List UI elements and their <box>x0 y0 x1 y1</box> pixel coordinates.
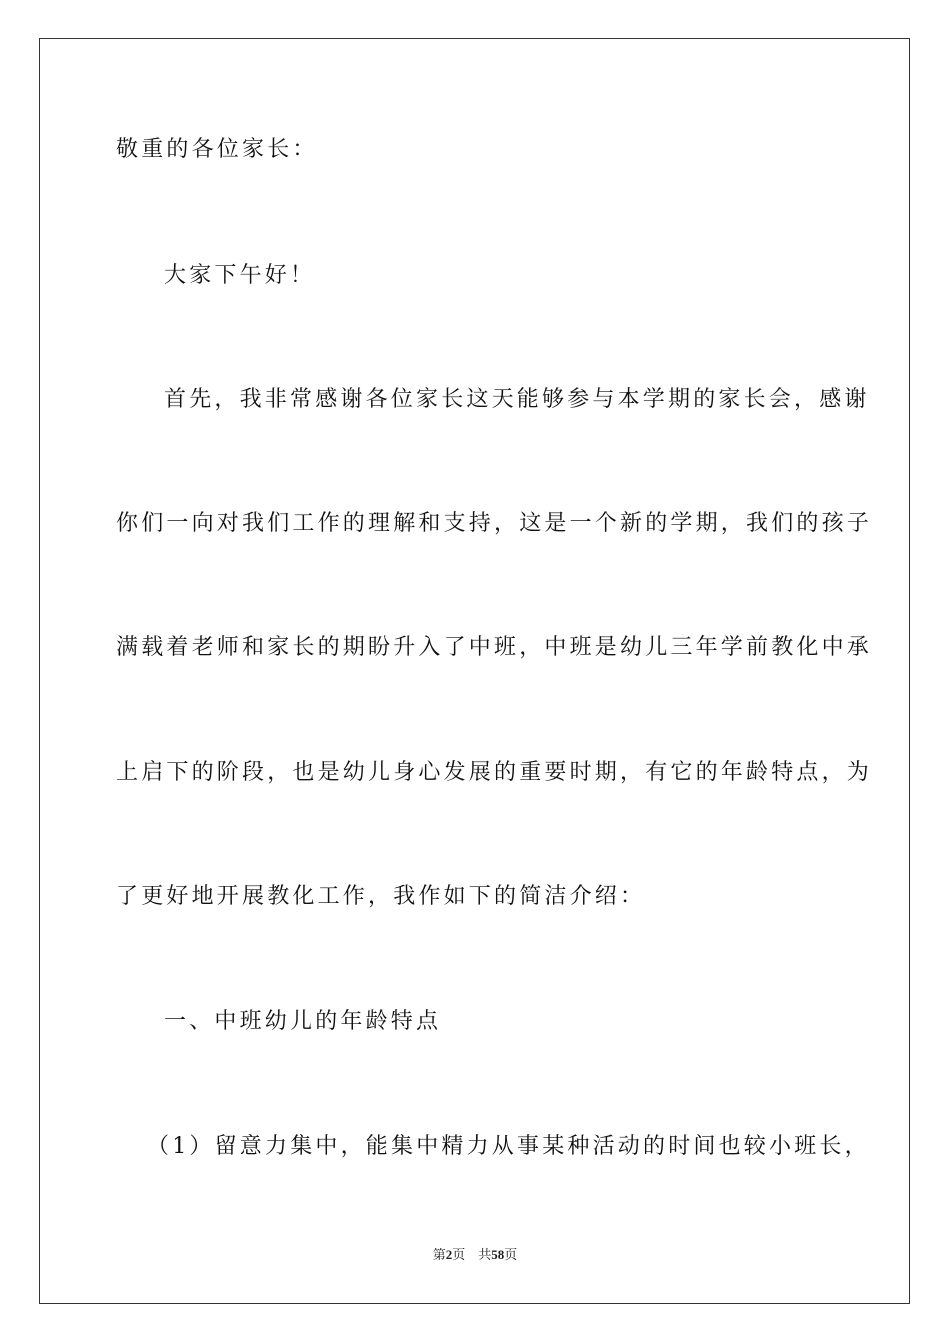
paragraph-line-1: 首先，我非常感谢各位家长这天能够参与本学期的家长会，感谢 <box>164 387 870 412</box>
footer-page-number: 2 <box>445 1247 453 1262</box>
list-item-1: （1）留意力集中，能集中精力从事某种活动的时间也较小班长， <box>147 1134 870 1159</box>
footer-total-suffix: 页 <box>504 1247 518 1262</box>
salutation: 敬重的各位家长： <box>116 137 318 162</box>
greeting: 大家下午好！ <box>164 263 316 288</box>
page-border <box>39 38 910 1304</box>
paragraph-line-3: 满载着老师和家长的期盼升入了中班，中班是幼儿三年学前教化中承 <box>116 635 873 660</box>
footer-total-pages: 58 <box>491 1247 505 1262</box>
section-heading: 一、中班幼儿的年龄特点 <box>164 1009 442 1034</box>
paragraph-line-2: 你们一向对我们工作的理解和支持，这是一个新的学期，我们的孩子 <box>116 511 873 536</box>
paragraph-line-5: 了更好地开展教化工作，我作如下的简洁介绍： <box>116 884 646 909</box>
paragraph-line-4: 上启下的阶段，也是幼儿身心发展的重要时期，有它的年龄特点，为 <box>116 760 873 785</box>
footer-page-prefix: 第 <box>432 1247 446 1262</box>
footer-page-suffix: 页 <box>452 1247 466 1262</box>
footer-total-prefix: 共 <box>478 1247 492 1262</box>
page-footer <box>0 1246 950 1264</box>
